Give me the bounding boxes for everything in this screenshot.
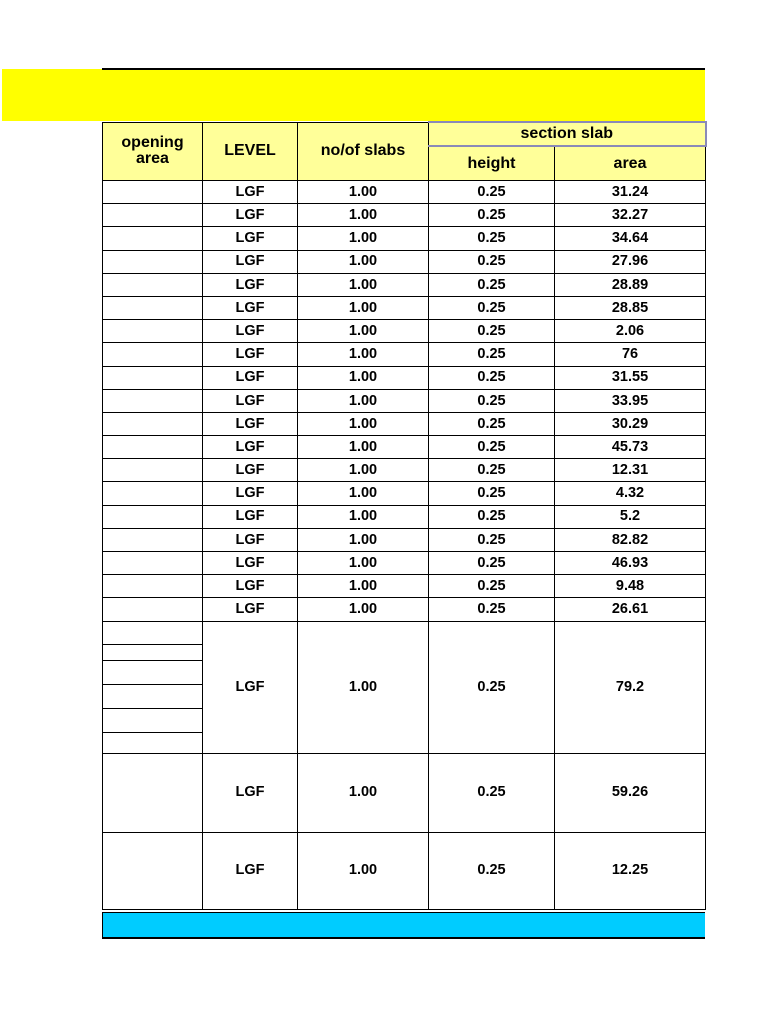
area-cell[interactable]: 12.25 <box>555 832 706 909</box>
slab-table <box>102 121 707 910</box>
table-row <box>103 436 706 459</box>
table-row <box>103 366 706 389</box>
table-row-tall <box>103 753 706 832</box>
opening-area-cell[interactable] <box>103 389 203 412</box>
subdivision-line <box>103 660 202 661</box>
area-cell[interactable]: 82.82 <box>555 528 706 551</box>
table-row <box>103 343 706 366</box>
height-cell[interactable]: 0.25 <box>429 412 555 435</box>
area-cell[interactable]: 28.89 <box>555 273 706 296</box>
opening-area-cell[interactable] <box>103 832 203 909</box>
subdivision-line <box>103 732 202 733</box>
header-area[interactable]: area <box>555 146 706 181</box>
height-cell[interactable]: 0.25 <box>429 296 555 319</box>
height-cell[interactable]: 0.25 <box>429 343 555 366</box>
height-cell[interactable]: 0.25 <box>429 436 555 459</box>
area-cell[interactable]: 46.93 <box>555 552 706 575</box>
subdivision-line <box>103 708 202 709</box>
area-cell[interactable]: 31.24 <box>555 181 706 204</box>
opening-area-cell[interactable] <box>103 528 203 551</box>
opening-area-cell[interactable] <box>103 181 203 204</box>
level-cell[interactable]: LGF <box>203 273 298 296</box>
slabs-cell[interactable]: 1.00 <box>298 227 429 250</box>
level-cell[interactable]: LGF <box>203 343 298 366</box>
height-cell[interactable]: 0.25 <box>429 320 555 343</box>
area-cell[interactable]: 2.06 <box>555 320 706 343</box>
slabs-cell[interactable]: 1.00 <box>298 389 429 412</box>
area-cell[interactable]: 9.48 <box>555 575 706 598</box>
table-row <box>103 482 706 505</box>
header-section-slab[interactable]: section slab <box>429 122 706 146</box>
slabs-cell[interactable]: 1.00 <box>298 343 429 366</box>
level-cell[interactable]: LGF <box>203 296 298 319</box>
slabs-cell[interactable]: 1.00 <box>298 575 429 598</box>
height-cell[interactable]: 0.25 <box>429 753 555 832</box>
level-cell[interactable]: LGF <box>203 250 298 273</box>
table-row-tall <box>103 621 706 753</box>
level-cell[interactable]: LGF <box>203 753 298 832</box>
footer-band <box>102 912 705 939</box>
height-cell[interactable]: 0.25 <box>429 227 555 250</box>
table-row <box>103 227 706 250</box>
table-row <box>103 389 706 412</box>
slab-table-container <box>102 121 705 910</box>
table-row <box>103 320 706 343</box>
level-cell[interactable]: LGF <box>203 181 298 204</box>
area-cell[interactable]: 45.73 <box>555 436 706 459</box>
level-cell[interactable]: LGF <box>203 832 298 909</box>
opening-area-cell[interactable] <box>103 343 203 366</box>
table-row <box>103 598 706 621</box>
table-row <box>103 250 706 273</box>
level-cell[interactable]: LGF <box>203 204 298 227</box>
height-cell[interactable]: 0.25 <box>429 389 555 412</box>
slabs-cell[interactable]: 1.00 <box>298 296 429 319</box>
level-cell[interactable]: LGF <box>203 366 298 389</box>
opening-area-cell[interactable] <box>103 412 203 435</box>
table-row <box>103 273 706 296</box>
table-row <box>103 505 706 528</box>
height-cell[interactable]: 0.25 <box>429 575 555 598</box>
level-cell[interactable]: LGF <box>203 482 298 505</box>
area-cell[interactable]: 76 <box>555 343 706 366</box>
area-cell[interactable]: 4.32 <box>555 482 706 505</box>
slabs-cell[interactable]: 1.00 <box>298 753 429 832</box>
height-cell[interactable]: 0.25 <box>429 181 555 204</box>
level-cell[interactable]: LGF <box>203 552 298 575</box>
slabs-cell[interactable]: 1.00 <box>298 204 429 227</box>
level-cell[interactable]: LGF <box>203 621 298 753</box>
opening-area-cell[interactable] <box>103 227 203 250</box>
level-cell[interactable]: LGF <box>203 505 298 528</box>
opening-area-cell[interactable] <box>103 366 203 389</box>
level-cell[interactable]: LGF <box>203 389 298 412</box>
header-row-1 <box>103 122 706 146</box>
slabs-cell[interactable]: 1.00 <box>298 181 429 204</box>
slabs-cell[interactable]: 1.00 <box>298 366 429 389</box>
area-cell[interactable]: 31.55 <box>555 366 706 389</box>
level-cell[interactable]: LGF <box>203 320 298 343</box>
area-cell[interactable]: 27.96 <box>555 250 706 273</box>
slabs-cell[interactable]: 1.00 <box>298 459 429 482</box>
slabs-cell[interactable]: 1.00 <box>298 250 429 273</box>
opening-area-cell[interactable] <box>103 250 203 273</box>
height-cell[interactable]: 0.25 <box>429 273 555 296</box>
level-cell[interactable]: LGF <box>203 575 298 598</box>
slabs-cell[interactable]: 1.00 <box>298 273 429 296</box>
table-row <box>103 181 706 204</box>
opening-area-cell[interactable] <box>103 621 203 753</box>
area-cell[interactable]: 28.85 <box>555 296 706 319</box>
height-cell[interactable]: 0.25 <box>429 621 555 753</box>
opening-area-cell[interactable] <box>103 482 203 505</box>
area-cell[interactable]: 12.31 <box>555 459 706 482</box>
slabs-cell[interactable]: 1.00 <box>298 598 429 621</box>
slabs-cell[interactable]: 1.00 <box>298 528 429 551</box>
opening-area-cell[interactable] <box>103 320 203 343</box>
opening-area-cell[interactable] <box>103 204 203 227</box>
height-cell[interactable]: 0.25 <box>429 528 555 551</box>
table-row <box>103 296 706 319</box>
level-cell[interactable]: LGF <box>203 459 298 482</box>
height-cell[interactable]: 0.25 <box>429 552 555 575</box>
table-row <box>103 459 706 482</box>
level-cell[interactable]: LGF <box>203 436 298 459</box>
header-no-of-slabs[interactable]: no/of slabs <box>298 122 429 181</box>
area-cell[interactable]: 32.27 <box>555 204 706 227</box>
area-cell[interactable]: 59.26 <box>555 753 706 832</box>
opening-area-cell[interactable] <box>103 296 203 319</box>
slabs-cell[interactable]: 1.00 <box>298 552 429 575</box>
slabs-cell[interactable]: 1.00 <box>298 832 429 909</box>
height-cell[interactable]: 0.25 <box>429 482 555 505</box>
opening-area-cell[interactable] <box>103 575 203 598</box>
subdivision-line <box>103 644 202 645</box>
level-cell[interactable]: LGF <box>203 227 298 250</box>
area-cell[interactable]: 34.64 <box>555 227 706 250</box>
opening-area-cell[interactable] <box>103 505 203 528</box>
opening-area-cell[interactable] <box>103 459 203 482</box>
area-cell[interactable]: 5.2 <box>555 505 706 528</box>
table-row <box>103 575 706 598</box>
area-cell[interactable]: 79.2 <box>555 621 706 753</box>
slabs-cell[interactable]: 1.00 <box>298 436 429 459</box>
opening-area-subdivisions <box>103 622 202 753</box>
level-cell[interactable]: LGF <box>203 412 298 435</box>
header-level[interactable]: LEVEL <box>203 122 298 181</box>
opening-area-cell[interactable] <box>103 753 203 832</box>
level-cell[interactable]: LGF <box>203 528 298 551</box>
height-cell[interactable]: 0.25 <box>429 598 555 621</box>
height-cell[interactable]: 0.25 <box>429 366 555 389</box>
subdivision-line <box>103 684 202 685</box>
height-cell[interactable]: 0.25 <box>429 459 555 482</box>
opening-area-cell[interactable] <box>103 598 203 621</box>
table-row <box>103 412 706 435</box>
area-cell[interactable]: 30.29 <box>555 412 706 435</box>
title-band <box>2 69 705 121</box>
height-cell[interactable]: 0.25 <box>429 505 555 528</box>
slabs-cell[interactable]: 1.00 <box>298 482 429 505</box>
area-cell[interactable]: 26.61 <box>555 598 706 621</box>
slabs-cell[interactable]: 1.00 <box>298 621 429 753</box>
table-row <box>103 552 706 575</box>
table-row <box>103 204 706 227</box>
table-row-tall <box>103 832 706 909</box>
level-cell[interactable]: LGF <box>203 598 298 621</box>
height-cell[interactable]: 0.25 <box>429 204 555 227</box>
height-cell[interactable]: 0.25 <box>429 832 555 909</box>
opening-area-cell[interactable] <box>103 552 203 575</box>
slabs-cell[interactable]: 1.00 <box>298 505 429 528</box>
title-band-border <box>102 68 705 70</box>
height-cell[interactable]: 0.25 <box>429 250 555 273</box>
slabs-cell[interactable]: 1.00 <box>298 320 429 343</box>
slabs-cell[interactable]: 1.00 <box>298 412 429 435</box>
header-height[interactable]: height <box>429 146 555 181</box>
opening-area-cell[interactable] <box>103 273 203 296</box>
header-opening-area[interactable]: opening area <box>103 122 203 181</box>
area-cell[interactable]: 33.95 <box>555 389 706 412</box>
opening-area-cell[interactable] <box>103 436 203 459</box>
table-row <box>103 528 706 551</box>
